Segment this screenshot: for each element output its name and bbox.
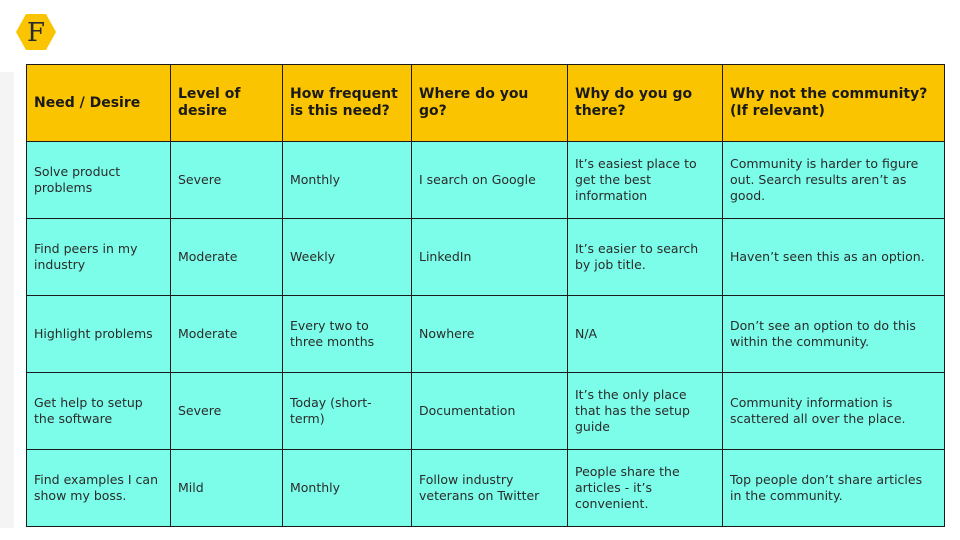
- cell-need: Find examples I can show my boss.: [27, 450, 171, 527]
- cell-level: Severe: [171, 373, 283, 450]
- cell-frequency: Today (short-term): [283, 373, 412, 450]
- cell-need: Get help to setup the software: [27, 373, 171, 450]
- cell-where: Documentation: [412, 373, 568, 450]
- header-why-there: Why do you go there?: [568, 65, 723, 142]
- cell-need: Find peers in my industry: [27, 219, 171, 296]
- logo-letter: F: [26, 18, 46, 48]
- header-why-not-community: Why not the community? (If relevant): [723, 65, 945, 142]
- cell-where: LinkedIn: [412, 219, 568, 296]
- cell-need: Solve product problems: [27, 142, 171, 219]
- cell-why: It’s the only place that has the setup guide: [568, 373, 723, 450]
- cell-why-not: Community is harder to figure out. Search results aren’t as good.: [723, 142, 945, 219]
- table-row: [27, 373, 945, 450]
- header-where: Where do you go?: [412, 65, 568, 142]
- cell-why-not: Top people don’t share articles in the community.: [723, 450, 945, 527]
- cell-frequency: Every two to three months: [283, 296, 412, 373]
- cell-level: Mild: [171, 450, 283, 527]
- header-frequency: How frequent is this need?: [283, 65, 412, 142]
- table-row: [27, 296, 945, 373]
- cell-level: Moderate: [171, 296, 283, 373]
- cell-why-not: Haven’t seen this as an option.: [723, 219, 945, 296]
- cell-why: It’s easier to search by job title.: [568, 219, 723, 296]
- needs-table: [26, 64, 945, 527]
- cell-need: Highlight problems: [27, 296, 171, 373]
- left-edge-strip: [0, 72, 14, 528]
- table-row: [27, 450, 945, 527]
- cell-level: Severe: [171, 142, 283, 219]
- cell-why: It’s easiest place to get the best information: [568, 142, 723, 219]
- table-row: [27, 219, 945, 296]
- cell-where: Follow industry veterans on Twitter: [412, 450, 568, 527]
- header-level-of-desire: Level of desire: [171, 65, 283, 142]
- cell-frequency: Monthly: [283, 142, 412, 219]
- cell-why-not: Community information is scattered all over the place.: [723, 373, 945, 450]
- cell-where: I search on Google: [412, 142, 568, 219]
- cell-why: N/A: [568, 296, 723, 373]
- cell-where: Nowhere: [412, 296, 568, 373]
- cell-frequency: Weekly: [283, 219, 412, 296]
- table-header-row: [27, 65, 945, 142]
- cell-why-not: Don’t see an option to do this within the community.: [723, 296, 945, 373]
- cell-level: Moderate: [171, 219, 283, 296]
- table-row: [27, 142, 945, 219]
- cell-frequency: Monthly: [283, 450, 412, 527]
- cell-why: People share the articles - it’s convenient.: [568, 450, 723, 527]
- hexagon-f-logo-icon: [16, 13, 56, 51]
- header-need-desire: Need / Desire: [27, 65, 171, 142]
